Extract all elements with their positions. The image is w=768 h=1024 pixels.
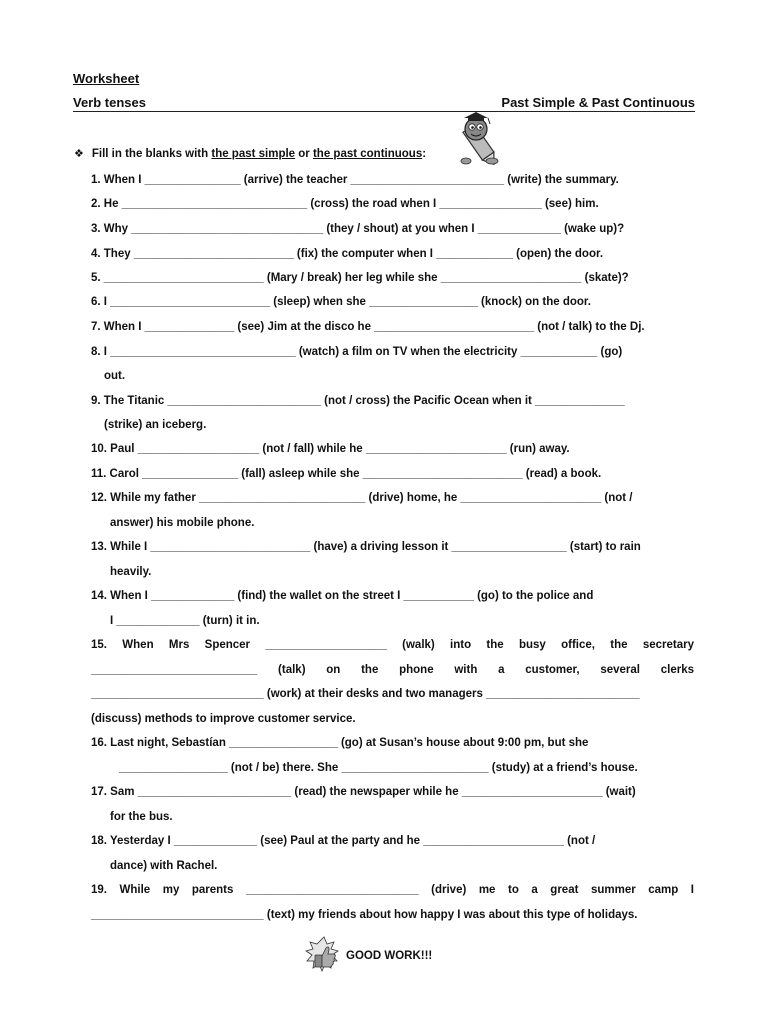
exercise-line: 4. They _________________________ (fix) the computer when I ____________ (open) the door. <box>91 248 604 260</box>
exercise-line: I _____________ (turn) it in. <box>110 615 260 627</box>
exercise-line: 15. When Mrs Spencer ___________________ (walk) into the busy office, the secretary <box>91 639 694 651</box>
subtitle-verb-tenses: Verb tenses <box>73 95 146 110</box>
exercise-line: 14. When I _____________ (find) the wallet on the street I ___________ (go) to the police and <box>91 590 594 602</box>
instruction-past-continuous: the past continuous <box>312 148 423 160</box>
exercise-line: 10. Paul ___________________ (not / fall) while he ______________________ (run) away. <box>91 443 570 455</box>
exercise-line: 11. Carol _______________ (fall) asleep while she _________________________ (read) a book. <box>91 468 602 480</box>
exercise-line: 3. Why ______________________________ (they / shout) at you when I _____________ (wake up)? <box>91 223 625 235</box>
exercise-line: ___________________________ (text) my friends about how happy I was about this type of holidays. <box>91 909 638 921</box>
exercise-line: 12. While my father __________________________ (drive) home, he ______________________ (not / <box>91 492 633 504</box>
exercise-line: ___________________________ (work) at their desks and two managers ________________________ <box>91 688 640 700</box>
exercise-line: 16. Last night, Sebastían _________________ (go) at Susan’s house about 9:00 pm, but she <box>91 737 589 749</box>
exercise-line: 7. When I ______________ (see) Jim at the disco he _________________________ (not / talk) to the Dj. <box>91 321 645 333</box>
header-divider <box>73 111 695 112</box>
exercise-line: 2. He _____________________________ (cross) the road when I ________________ (see) him. <box>91 198 599 210</box>
exercise-line: for the bus. <box>110 811 173 823</box>
exercise-line: dance) with Rachel. <box>110 860 218 872</box>
worksheet-title: Worksheet <box>73 71 140 86</box>
thumbs-up-icon <box>304 936 344 976</box>
exercise-line: heavily. <box>110 566 152 578</box>
instruction-past-simple: the past simple <box>211 148 296 160</box>
exercise-line: answer) his mobile phone. <box>110 517 255 529</box>
exercise-line: (discuss) methods to improve customer service. <box>91 713 356 725</box>
exercise-line: 6. I _________________________ (sleep) when she _________________ (knock) on the door. <box>91 296 591 308</box>
good-work-footer <box>304 936 454 976</box>
instruction <box>74 147 426 160</box>
instruction-prefix: Fill in the blanks with <box>91 148 212 160</box>
exercise-line: out. <box>104 370 126 382</box>
exercise-line: 8. I _____________________________ (watch) a film on TV when the electricity ____________ (go) <box>91 346 623 358</box>
exercise-line: 1. When I _______________ (arrive) the teacher ________________________ (write) the summary. <box>91 174 619 186</box>
exercise-line: 9. The Titanic ________________________ (not / cross) the Pacific Ocean when it ______________ <box>91 395 625 407</box>
exercise-line: __________________________ (talk) on the phone with a customer, several clerks <box>91 664 694 676</box>
exercise-line: _________________ (not / be) there. She _______________________ (study) at a friend’s house. <box>119 762 638 774</box>
instruction-suffix: : <box>422 148 427 160</box>
exercise-line: 17. Sam ________________________ (read) the newspaper while he ______________________ (wait) <box>91 786 636 798</box>
pencil-mascot-icon <box>452 111 506 169</box>
exercise-line: (strike) an iceberg. <box>104 419 207 431</box>
instruction-mid: or <box>295 148 313 160</box>
exercise-line: 19. While my parents ___________________________ (drive) me to a great summer camp I <box>91 884 694 896</box>
exercise-line: 5. _________________________ (Mary / break) her leg while she ______________________ (skate)? <box>91 272 629 284</box>
exercise-line: 18. Yesterday I _____________ (see) Paul at the party and he ______________________ (not / <box>91 835 596 847</box>
subtitle-topic: Past Simple & Past Continuous <box>501 95 695 110</box>
exercise-line: 13. While I _________________________ (have) a driving lesson it __________________ (start) to rain <box>91 541 641 553</box>
instruction-bullet: ❖ <box>74 148 84 160</box>
good-work-label: GOOD WORK!!! <box>346 950 433 962</box>
